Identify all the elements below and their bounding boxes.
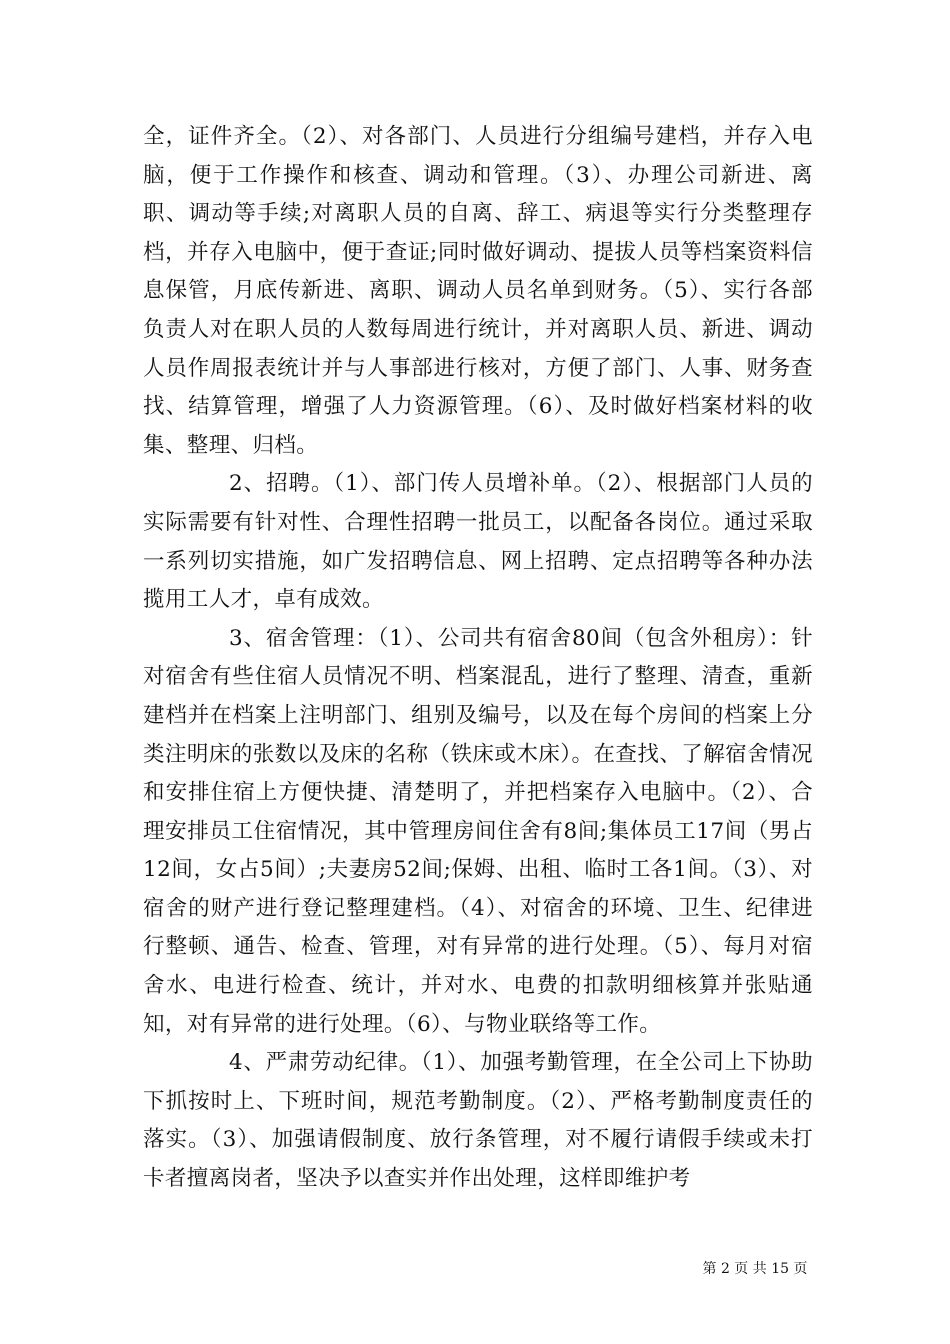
paragraph-3: 3、宿舍管理：（1）、公司共有宿舍80间（包含外租房）：针对宿舍有些住宿人员情况不明、档案混乱，进行了整理、清查，重新建档并在档案上注明部门、组别及编号，以及在每个房间的档案上分类注明床的张数以及床的名称（铁床或木床）。在查找、了解宿舍情况和安排住宿上方便快捷、清楚明了，并把档案存入电脑中。（2）、合理安排员工住宿情况，其中管理房间住舍有8间;集体员工17间（男占12间，女占5间）;夫妻房52间;保姆、出租、临时工各1间。（3）、对宿舍的财产进行登记整理建档。（4）、对宿舍的环境、卫生、纪律进行整顿、通告、检查、管理，对有异常的进行处理。（5）、每月对宿舍水、电进行检查、统计，并对水、电费的扣款明细核算并张贴通知，对有异常的进行处理。（6）、与物业联络等工作。 xyxy=(143,625,813,1037)
paragraph-2: 2、招聘。（1）、部门传人员增补单。（2）、根据部门人员的实际需要有针对性、合理性招聘一批员工，以配备各岗位。通过采取一系列切实措施，如广发招聘信息、网上招聘、定点招聘等各种办法揽用工人才，卓有成效。 xyxy=(143,471,813,613)
document-body xyxy=(143,118,813,1199)
page-number: 第 2 页 共 15 页 xyxy=(702,1261,808,1277)
paragraph-4: 4、严肃劳动纪律。（1）、加强考勤管理，在全公司上下协助下抓按时上、下班时间，规范考勤制度。（2）、严格考勤制度责任的落实。（3）、加强请假制度、放行条管理，对不履行请假手续或未打卡者擅离岗者，坚决予以查实并作出处理，这样即维护考 xyxy=(143,1050,813,1192)
page-footer xyxy=(0,1260,950,1278)
paragraph-1: 全，证件齐全。（2）、对各部门、人员进行分组编号建档，并存入电脑，便于工作操作和核查、调动和管理。（3）、办理公司新进、离职、调动等手续;对离职人员的自离、辞工、病退等实行分类整理存档，并存入电脑中，便于查证;同时做好调动、提拔人员等档案资料信息保管，月底传新进、离职、调动人员名单到财务。（5）、实行各部负责人对在职人员的人数每周进行统计，并对离职人员、新进、调动人员作周报表统计并与人事部进行核对，方便了部门、人事、财务查找、结算管理，增强了人力资源管理。（6）、及时做好档案材料的收集、整理、归档。 xyxy=(143,124,813,458)
